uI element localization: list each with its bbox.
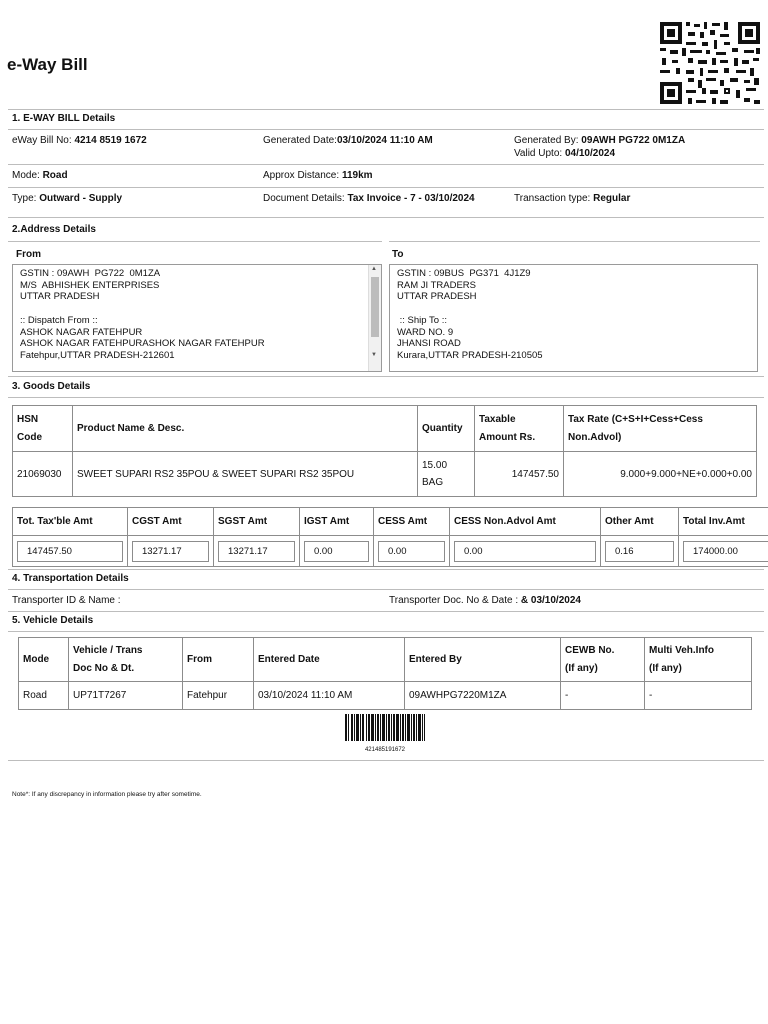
sgst-field: 13271.17 xyxy=(218,541,295,562)
section-title-transport: 4. Transportation Details xyxy=(12,573,129,584)
cewb-header-1: CEWB No. xyxy=(565,644,615,656)
multi-veh-header-2: (If any) xyxy=(649,662,682,674)
igst-header: IGST Amt xyxy=(300,508,374,536)
transporter-id-name-label: Transporter ID & Name : xyxy=(12,595,121,606)
vehicle-from-header: From xyxy=(183,638,254,682)
qr-code-icon xyxy=(658,20,762,106)
generated-by-value: 09AWH PG722 0M1ZA xyxy=(581,135,686,146)
type-label: Type: xyxy=(12,193,37,204)
vehicle-no-header-1: Vehicle / Trans xyxy=(73,644,143,656)
to-address-text: GSTIN : 09BUS PG371 4J1Z9 RAM JI TRADERS UTTAR PRADESH :: Ship To :: WARD NO. 9 JHANSI ROAD Kurara,UTTAR PRADESH-210505 xyxy=(397,268,543,361)
section-title-address: 2.Address Details xyxy=(12,224,96,235)
transporter-doc-label: Transporter Doc. No & Date : xyxy=(389,595,519,606)
section-title-eway-details: 1. E-WAY BILL Details xyxy=(12,113,116,124)
from-address-box[interactable] xyxy=(12,264,382,372)
from-address-text: GSTIN : 09AWH PG722 0M1ZA M/S ABHISHEK ENTERPRISES UTTAR PRADESH :: Dispatch From :: ASHOK NAGAR FATEHPUR ASHOK NAGAR FATEHPURASHOK NAGAR FATEHPUR Fatehpur,UTTAR PRADESH-212601 xyxy=(20,268,265,361)
entered-by-cell: 09AWHPG7220M1ZA xyxy=(405,682,561,710)
cess-non-advol-header: CESS Non.Advol Amt xyxy=(450,508,601,536)
entered-date-cell: 03/10/2024 11:10 AM xyxy=(254,682,405,710)
transaction-type-value: Regular xyxy=(593,193,631,204)
tax-rate-header-1: Tax Rate (C+S+I+Cess+Cess xyxy=(568,413,703,425)
transaction-type-label: Transaction type: xyxy=(514,193,591,204)
vehicle-mode-cell: Road xyxy=(19,682,69,710)
product-header: Product Name & Desc. xyxy=(73,406,418,452)
total-taxable-header: Tot. Tax'ble Amt xyxy=(13,508,128,536)
other-amt-header: Other Amt xyxy=(601,508,679,536)
taxable-header-2: Amount Rs. xyxy=(479,431,536,443)
approx-distance-value: 119km xyxy=(341,170,373,181)
valid-upto-value: 04/10/2024 xyxy=(564,148,616,159)
table-row xyxy=(13,536,768,567)
generated-date xyxy=(263,135,433,146)
total-inv-header: Total Inv.Amt xyxy=(679,508,768,536)
mode xyxy=(12,170,68,181)
product-cell: SWEET SUPARI RS2 35POU & SWEET SUPARI RS2 35POU xyxy=(73,452,418,497)
cewb-header-2: (If any) xyxy=(565,662,598,674)
cewb-cell: - xyxy=(561,682,645,710)
quantity-unit: BAG xyxy=(422,477,444,488)
document-details-label: Document Details: xyxy=(263,193,345,204)
generated-date-value: 03/10/2024 11:10 AM xyxy=(336,135,433,146)
document-details xyxy=(263,193,475,204)
valid-upto xyxy=(514,148,615,159)
generated-by-label: Generated By: xyxy=(514,135,579,146)
vehicle-header-row xyxy=(19,638,752,682)
entered-by-header: Entered By xyxy=(405,638,561,682)
barcode-icon xyxy=(345,714,425,748)
hsn-header-1: HSN xyxy=(17,413,39,425)
to-address-box[interactable] xyxy=(389,264,758,372)
vehicle-from-cell: Fatehpur xyxy=(183,682,254,710)
vehicle-no-header-2: Doc No & Dt. xyxy=(73,662,135,674)
type xyxy=(12,193,122,204)
other-amt-field: 0.16 xyxy=(605,541,674,562)
approx-distance xyxy=(263,170,373,181)
transaction-type xyxy=(514,193,630,204)
quantity-header: Quantity xyxy=(418,406,475,452)
cgst-header: CGST Amt xyxy=(128,508,214,536)
section-title-goods: 3. Goods Details xyxy=(12,381,91,392)
quantity-value: 15.00 xyxy=(422,460,448,471)
page-title: e-Way Bill xyxy=(7,55,88,74)
hsn-cell: 21069030 xyxy=(13,452,73,497)
mode-label: Mode: xyxy=(12,170,40,181)
totals-table xyxy=(12,507,768,567)
table-row xyxy=(19,682,752,710)
address-to-label: To xyxy=(392,249,404,260)
scroll-up-icon[interactable]: ▲ xyxy=(371,266,377,272)
total-taxable-field: 147457.50 xyxy=(17,541,123,562)
document-details-value: Tax Invoice - 7 - 03/10/2024 xyxy=(347,193,475,204)
barcode-number: 421485191672 xyxy=(364,747,406,753)
cgst-field: 13271.17 xyxy=(132,541,209,562)
tax-rate-cell: 9.000+9.000+NE+0.000+0.00 xyxy=(564,452,757,497)
sgst-header: SGST Amt xyxy=(214,508,300,536)
address-from-label: From xyxy=(16,249,41,260)
goods-header-row xyxy=(13,406,757,452)
tax-rate-header-2: Non.Advol) xyxy=(568,431,622,443)
vehicle-no-cell: UP71T7267 xyxy=(69,682,183,710)
hsn-header-2: Code xyxy=(17,431,42,443)
eway-bill-no-label: eWay Bill No: xyxy=(12,135,72,146)
cess-header: CESS Amt xyxy=(374,508,450,536)
goods-table xyxy=(12,405,757,497)
taxable-cell: 147457.50 xyxy=(475,452,564,497)
total-inv-field: 174000.00 xyxy=(683,541,768,562)
cess-field: 0.00 xyxy=(378,541,445,562)
eway-bill-no xyxy=(12,135,147,146)
vehicle-table xyxy=(18,637,752,710)
footer-note: Note*: If any discrepancy in information please try after sometime. xyxy=(12,791,202,798)
igst-field: 0.00 xyxy=(304,541,369,562)
generated-by xyxy=(514,135,685,146)
cess-non-advol-field: 0.00 xyxy=(454,541,596,562)
entered-date-header: Entered Date xyxy=(254,638,405,682)
valid-upto-label: Valid Upto: xyxy=(514,148,563,159)
eway-bill-no-value: 4214 8519 1672 xyxy=(74,135,147,146)
vehicle-mode-header: Mode xyxy=(19,638,69,682)
transporter-doc xyxy=(389,595,581,606)
multi-veh-header-1: Multi Veh.Info xyxy=(649,644,714,656)
scroll-thumb[interactable] xyxy=(371,277,379,337)
type-value: Outward - Supply xyxy=(39,193,123,204)
multi-veh-cell: - xyxy=(645,682,752,710)
section-title-vehicle: 5. Vehicle Details xyxy=(12,615,94,626)
scroll-down-icon[interactable]: ▼ xyxy=(371,352,377,358)
from-address-scrollbar[interactable] xyxy=(368,265,381,371)
mode-value: Road xyxy=(42,170,68,181)
taxable-header-1: Taxable xyxy=(479,413,516,425)
transporter-doc-value: & 03/10/2024 xyxy=(520,595,581,606)
generated-date-label: Generated Date: xyxy=(263,135,337,146)
table-row xyxy=(13,452,757,497)
approx-distance-label: Approx Distance: xyxy=(263,170,340,181)
totals-header-row xyxy=(13,508,768,536)
